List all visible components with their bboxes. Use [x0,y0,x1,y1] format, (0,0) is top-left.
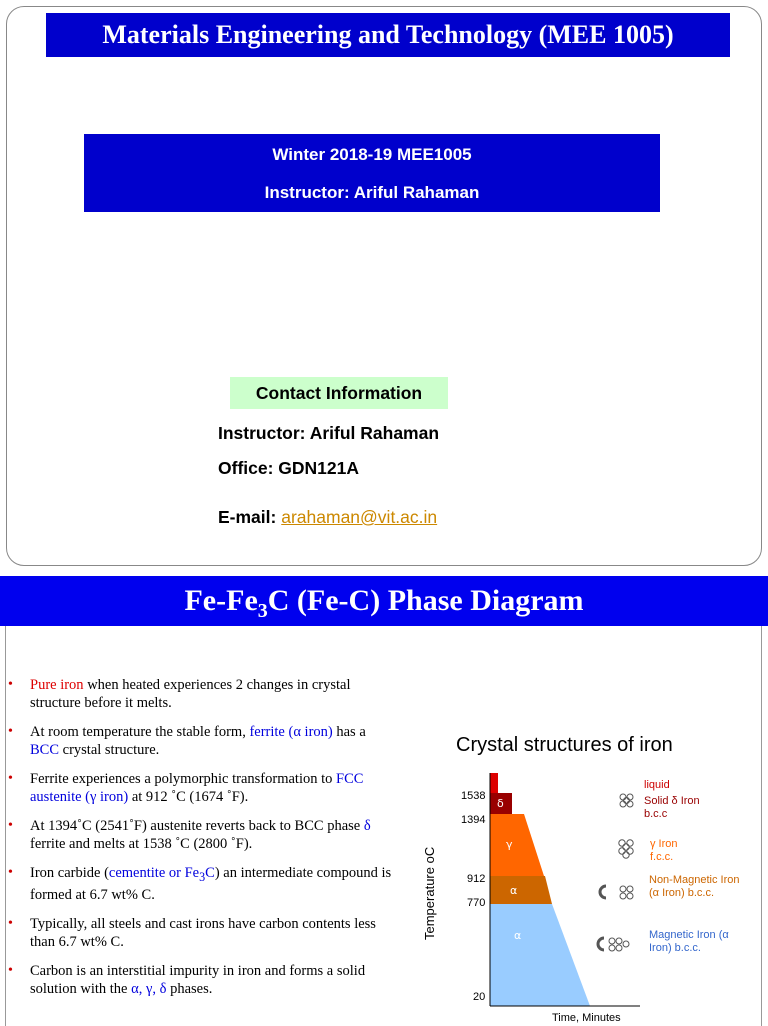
legend-liquid: liquid [644,779,670,791]
atom-icon-delta [620,794,633,807]
tick-label: 912 [467,873,486,885]
email-link[interactable]: arahaman@vit.ac.in [281,507,438,527]
list-item: • Iron carbide (cementite or $Fe_3C$) an intermediate compound is formed at 6.7 wt% C. [8,865,392,903]
gamma-region [490,814,544,876]
tick-label: 1538 [461,790,486,802]
course-line: Winter 2018-19 MEE1005 [272,145,472,164]
gamma-symbol: γ [506,838,513,851]
bullet-icon: • [8,865,13,880]
alpha-symbol: α [510,884,518,897]
list-item: • At room temperature the stable form, ferrite (α iron) has a BCC crystal structure. [8,724,366,758]
tick-label: 20 [473,991,486,1003]
legend-nonmagnetic: Non-Magnetic Iron (α Iron) b.c.c. [649,874,740,899]
tick-label: 1394 [461,814,486,826]
diagram-title: Crystal structures of iron [456,734,673,756]
list-item: • Carbon is an interstitial impurity in iron and forms a solid solution with the α, γ, δ phases. [8,962,366,997]
office-line: Office: GDN121A [218,458,360,478]
alpha-symbol: α [514,929,522,942]
bullet-icon: • [8,771,13,786]
legend-magnetic: Magnetic Iron (α Iron) b.c.c. [649,929,729,954]
list-item: • Typically, all steels and cast irons have carbon contents less than 6.7 wt% C. [8,915,376,950]
bullet-icon: • [8,915,13,931]
y-axis-label: Temperature oC [422,846,437,940]
contact-instructor: Instructor: Ariful Rahaman [218,423,440,443]
alpha-nonmagnetic-region [490,876,552,904]
atom-icon-alpha-magnetic [598,938,629,951]
legend-gamma: γ Iron f.c.c. [650,838,678,863]
delta-symbol: δ [497,797,504,810]
phase-diagram-title: $Fe-Fe_3C$ (Fe-C) Phase Diagram [0,576,768,626]
contact-heading: Contact Information [230,377,448,409]
bullet-icon: • [8,962,13,978]
liquid-region [490,773,498,793]
x-axis-label: Time, Minutes [552,1012,621,1024]
course-title: Materials Engineering and Technology (MEE 1005) [46,13,730,57]
email-label: E-mail: [218,507,277,527]
bullet-icon: • [8,677,13,692]
list-item: • Ferrite experiences a polymorphic transformation to FCC austenite (γ iron) at 912 ˚C (1674 ˚F). [8,771,364,805]
legend-solid-delta: Solid δ Iron b.c.c [644,795,700,820]
atom-icon-gamma [619,840,633,858]
atom-icon-alpha-nonmagnetic [600,886,633,899]
bullet-icon: • [8,818,13,833]
list-item: • At 1394˚C (2541˚F) austenite reverts back to BCC phase δ ferrite and melts at 1538 ˚C (2800 ˚F). [8,818,371,852]
bullet-icon: • [8,724,13,739]
list-item: • Pure iron when heated experiences 2 changes in crystal structure before it melts. [8,677,351,711]
tick-label: 770 [467,897,486,909]
instructor-line: Instructor: Ariful Rahaman [264,183,480,202]
alpha-magnetic-region [490,904,590,1006]
